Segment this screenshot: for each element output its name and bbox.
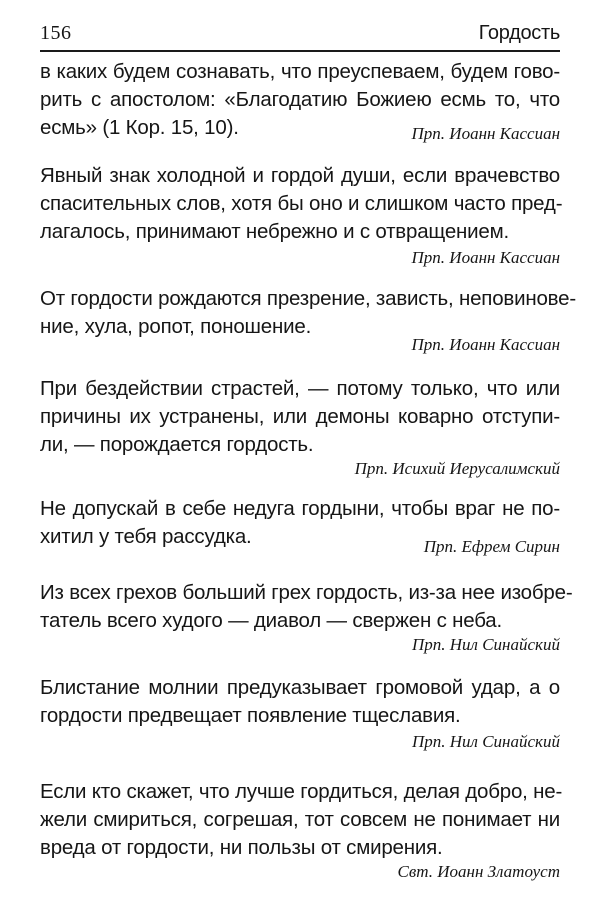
page-header (40, 22, 560, 48)
quote-line: Не допускай в себе недуга гордыни, чтобы враг не по- (40, 497, 560, 520)
quote-line: татель всего худого — диавол — свержен с неба. (40, 609, 502, 632)
quote-attribution: Прп. Иоанн Кассиан (411, 335, 560, 354)
quote-attribution: Прп. Нил Синайский (412, 732, 560, 751)
quote-line: хитил у тебя рассудка. (40, 525, 252, 548)
quote-line: жели смириться, согрешая, тот совсем не понимает ни (40, 808, 560, 831)
quote-line: лагалось, принимают небрежно и с отвращением. (40, 220, 509, 243)
quote-attribution: Прп. Иоанн Кассиан (411, 124, 560, 143)
quote-attribution: Прп. Исихий Иерусалимский (354, 459, 560, 478)
quote-line: Блистание молнии предуказывает громовой удар, а о (40, 676, 560, 699)
quote-line: ли, — порождается гордость. (40, 433, 314, 456)
quote-line: При бездействии страстей, — потому только, что или (40, 377, 560, 400)
quote-line: спасительных слов, хотя бы оно и слишком часто пред- (40, 192, 563, 215)
quote-line: Явный знак холодной и гордой души, если врачевство (40, 164, 560, 187)
quote-line: есмь» (1 Кор. 15, 10). (40, 116, 239, 139)
quote-line: гордости предвещает появление тщеславия. (40, 704, 461, 727)
quote-line: Из всех грехов больший грех гордость, из-за нее изобре- (40, 581, 573, 604)
quote-line: в каких будем сознавать, что преуспеваем, будем гово- (40, 60, 560, 83)
quote-line: Если кто скажет, что лучше гордиться, делая добро, не- (40, 780, 563, 803)
quote-attribution: Прп. Нил Синайский (412, 635, 560, 654)
quote-attribution: Прп. Иоанн Кассиан (411, 248, 560, 267)
running-title: Гордость (478, 22, 560, 44)
quote-line: вреда от гордости, ни пользы от смирения. (40, 836, 443, 859)
quote-line: рить с апостолом: «Благодатию Божиею есмь то, что (40, 88, 560, 111)
quote-line: ние, хула, ропот, поношение. (40, 315, 312, 338)
page-number: 156 (40, 22, 72, 44)
quote-line: причины их устранены, или демоны коварно отступи- (40, 405, 560, 428)
quote-line: От гордости рождаются презрение, зависть, неповинове- (40, 287, 576, 310)
quote-attribution: Прп. Ефрем Сирин (423, 537, 560, 556)
header-rule (40, 50, 560, 52)
quote-attribution: Свт. Иоанн Златоуст (397, 862, 560, 881)
